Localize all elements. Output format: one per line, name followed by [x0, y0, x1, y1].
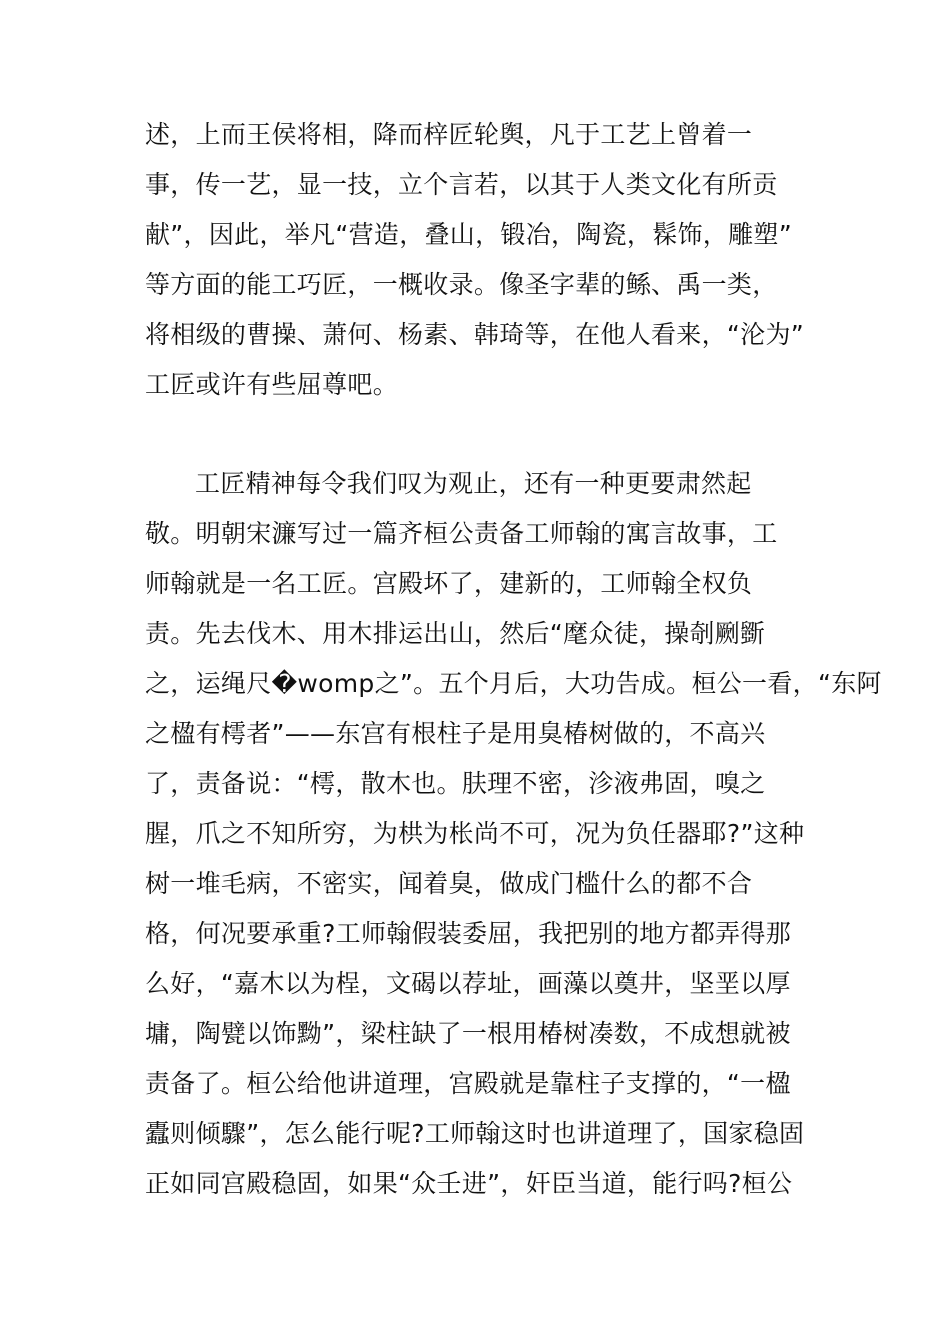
text-line: 工匠精神每令我们叹为观止，还有一种更要肃然起	[195, 469, 752, 498]
text-line: 献”，因此，举凡“营造，叠山，锻冶，陶瓷，髹饰，雕塑”	[145, 220, 792, 249]
text-line: 责。先去伐木、用木排运出山，然后“麾众徒，操剞劂斵	[145, 619, 766, 648]
text-line: 墉，陶甓以饰黝”，梁柱缺了一根用椿树凑数，不成想就被	[145, 1019, 791, 1048]
text-line: 格，何况要承重?工师翰假装委屈，我把别的地方都弄得那	[145, 919, 792, 948]
text-line: 么好，“嘉木以为桯，文碣以荐址，画藻以奠井，坚垩以厚	[145, 969, 791, 998]
text-line: 等方面的能工巧匠，一概收录。像圣字辈的鲧、禹一类，	[145, 270, 778, 299]
text-line: 了，责备说：“樗，散木也。肤理不密，沴液弗固，嗅之	[145, 769, 766, 798]
text-line: 师翰就是一名工匠。宫殿坏了，建新的，工师翰全权负	[145, 569, 753, 598]
text-line: 责备了。桓公给他讲道理，宫殿就是靠柱子支撑的，“一楹	[145, 1069, 791, 1098]
text-line: 之，运绳尺�womp之”。五个月后，大功告成。桓公一看，“东阿	[145, 669, 882, 698]
text-line: 将相级的曹操、萧何、杨素、韩琦等，在他人看来，“沦为”	[145, 320, 805, 349]
text-line: 蠹则倾驟”，怎么能行呢?工师翰这时也讲道理了，国家稳固	[145, 1119, 805, 1148]
text-line: 工匠或许有些屈尊吧。	[145, 370, 399, 399]
text-line: 敬。明朝宋濂写过一篇齐桓公责备工师翰的寓言故事，工	[145, 519, 778, 548]
text-line: 之楹有樗者”——东宫有根柱子是用臭椿树做的，不高兴	[145, 719, 766, 748]
text-line: 事，传一艺，显一技，立个言若，以其于人类文化有所贡	[145, 170, 778, 199]
text-line: 树一堆毛病，不密实，闻着臭，做成门槛什么的都不合	[145, 869, 753, 898]
text-line: 腥，爪之不知所穷，为栱为枨尚不可，况为负任器耶?”这种	[145, 819, 805, 848]
text-line: 正如同宫殿稳固，如果“众壬进”，奸臣当道，能行吗?桓公	[145, 1169, 793, 1198]
text-line: 述，上而王侯将相，降而梓匠轮舆，凡于工艺上曾着一	[145, 120, 753, 149]
